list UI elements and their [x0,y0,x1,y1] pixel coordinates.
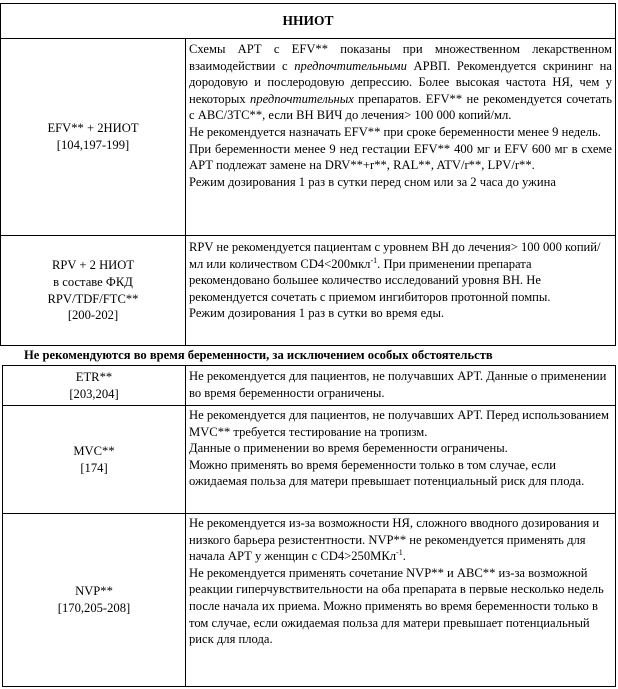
description-cell-efv [186,38,616,235]
text-run: Не рекомендуется из-за возможности НЯ, сложного вводного дозирования и низкого барьера резистентности. NVP** не рекомендуется применять для начала АРТ у женщин с CD4>250МКл [189,516,600,564]
text-run: RPV не рекомендуется пациентам с уровнем ВН до лечения> 100 000 копий/мл или количеством CD4<200мкл [189,240,601,271]
description-paragraph [189,457,612,490]
drug-line: [170,205-208] [57,601,131,615]
drug-line: [203,204] [69,386,119,401]
italic-text: предпочтительными [294,58,407,73]
section-title: Не рекомендуются во время беременности, за исключением особых обстоятельств [24,348,493,362]
description-paragraph [189,239,612,305]
description-paragraph [189,141,612,174]
drug-line: [104,197-199] [56,138,130,152]
text-run: препаратов. EFV** не рекомендуется сочетать с ABC/3TC**, если ВН ВИЧ до лечения> 100 000 копий/мл. [189,91,612,123]
description-cell-etr [186,365,616,405]
drug-cell-nvp [2,513,186,687]
drug-cell-mvc [2,405,186,513]
text-run: Не рекомендуется для пациентов, не получавших АРТ. Перед использованием MVC** требуется тестирование на тропизм. [189,408,609,439]
superscript-text: -1 [370,255,378,265]
italic-text: предпочтительных [249,91,354,106]
description-paragraph [189,124,612,141]
text-run: Схемы АРТ с EFV** показаны при множественном лекарственном взаимодействии с [189,42,612,73]
drug-line: [200-202] [67,308,119,323]
drug-line: ETR** [75,369,113,384]
description-paragraph [189,440,612,457]
drug-cell-etr [2,365,186,405]
text-run: . [402,549,406,564]
drug-line: EFV** + 2НИОТ [47,121,139,136]
text-run: При беременности менее 9 нед гестации EFV** 400 мг и EFV 600 мг в схеме АРТ подлежат замене на DRV**+r**, RAL**, ATV/r**, LPV/r**. [189,141,612,173]
drug-cell-rpv [0,235,186,346]
description-paragraph [189,565,612,648]
description-paragraph [189,41,612,124]
description-paragraph [189,305,612,322]
text-run: Можно применять во время беременности только в том случае, если ожидаемая польза для матери превышает потенциальный риск для плода. [189,457,585,489]
text-run: Режим дозирования 1 раз в сутки во время еды. [189,306,445,321]
drug-line: [174] [80,460,108,475]
description-paragraph [189,174,612,191]
description-paragraph [189,515,612,565]
description-paragraph [189,368,612,401]
text-run: Не рекомендуется применять сочетание NVP** и ABC** из-за возможной реакции гиперчувствительности на оба препарата в первые несколько недель после начала их приема. Можно применять во время беременности только в том случае, если ожидаемая польза для матери превышает потенциальный риск для плода. [189,565,604,647]
drug-line: NVP** [75,584,113,599]
description-cell-rpv [186,235,616,346]
description-paragraph [189,407,612,440]
drug-line: MVC** [73,443,115,458]
text-run: . При применении препарата рекомендовано большее количество исследований уровня ВН. Не рекомендуется сочетать с приемом ингибиторов протонной помпы. [189,256,551,304]
header-title: ННИОТ [282,12,334,28]
text-run: Данные о применении во время беременности ограничены. [189,441,508,456]
text-run: АРВП. Рекомендуется скрининг на дородовую и послеродовую депрессию. Более высокая частота НЯ, чем у некоторых [189,58,612,106]
text-run: Не рекомендуется назначать EFV** при сроке беременности менее 9 недель. [189,124,601,139]
drug-line: RPV/TDF/FTC** [47,291,139,306]
drug-line: RPV + 2 НИОТ [51,258,135,273]
drug-line: в составе ФКД [53,274,133,289]
superscript-text: -1 [396,548,403,557]
description-cell-mvc [186,405,616,513]
description-cell-nvp [186,513,616,687]
table-header [0,3,616,38]
text-run: Режим дозирования 1 раз в сутки перед сном или за 2 часа до ужина [189,174,556,189]
text-run: Не рекомендуется для пациентов, не получавших АРТ. Данные о применении во время беременности ограничены. [189,369,607,400]
drug-cell-efv [0,38,186,235]
